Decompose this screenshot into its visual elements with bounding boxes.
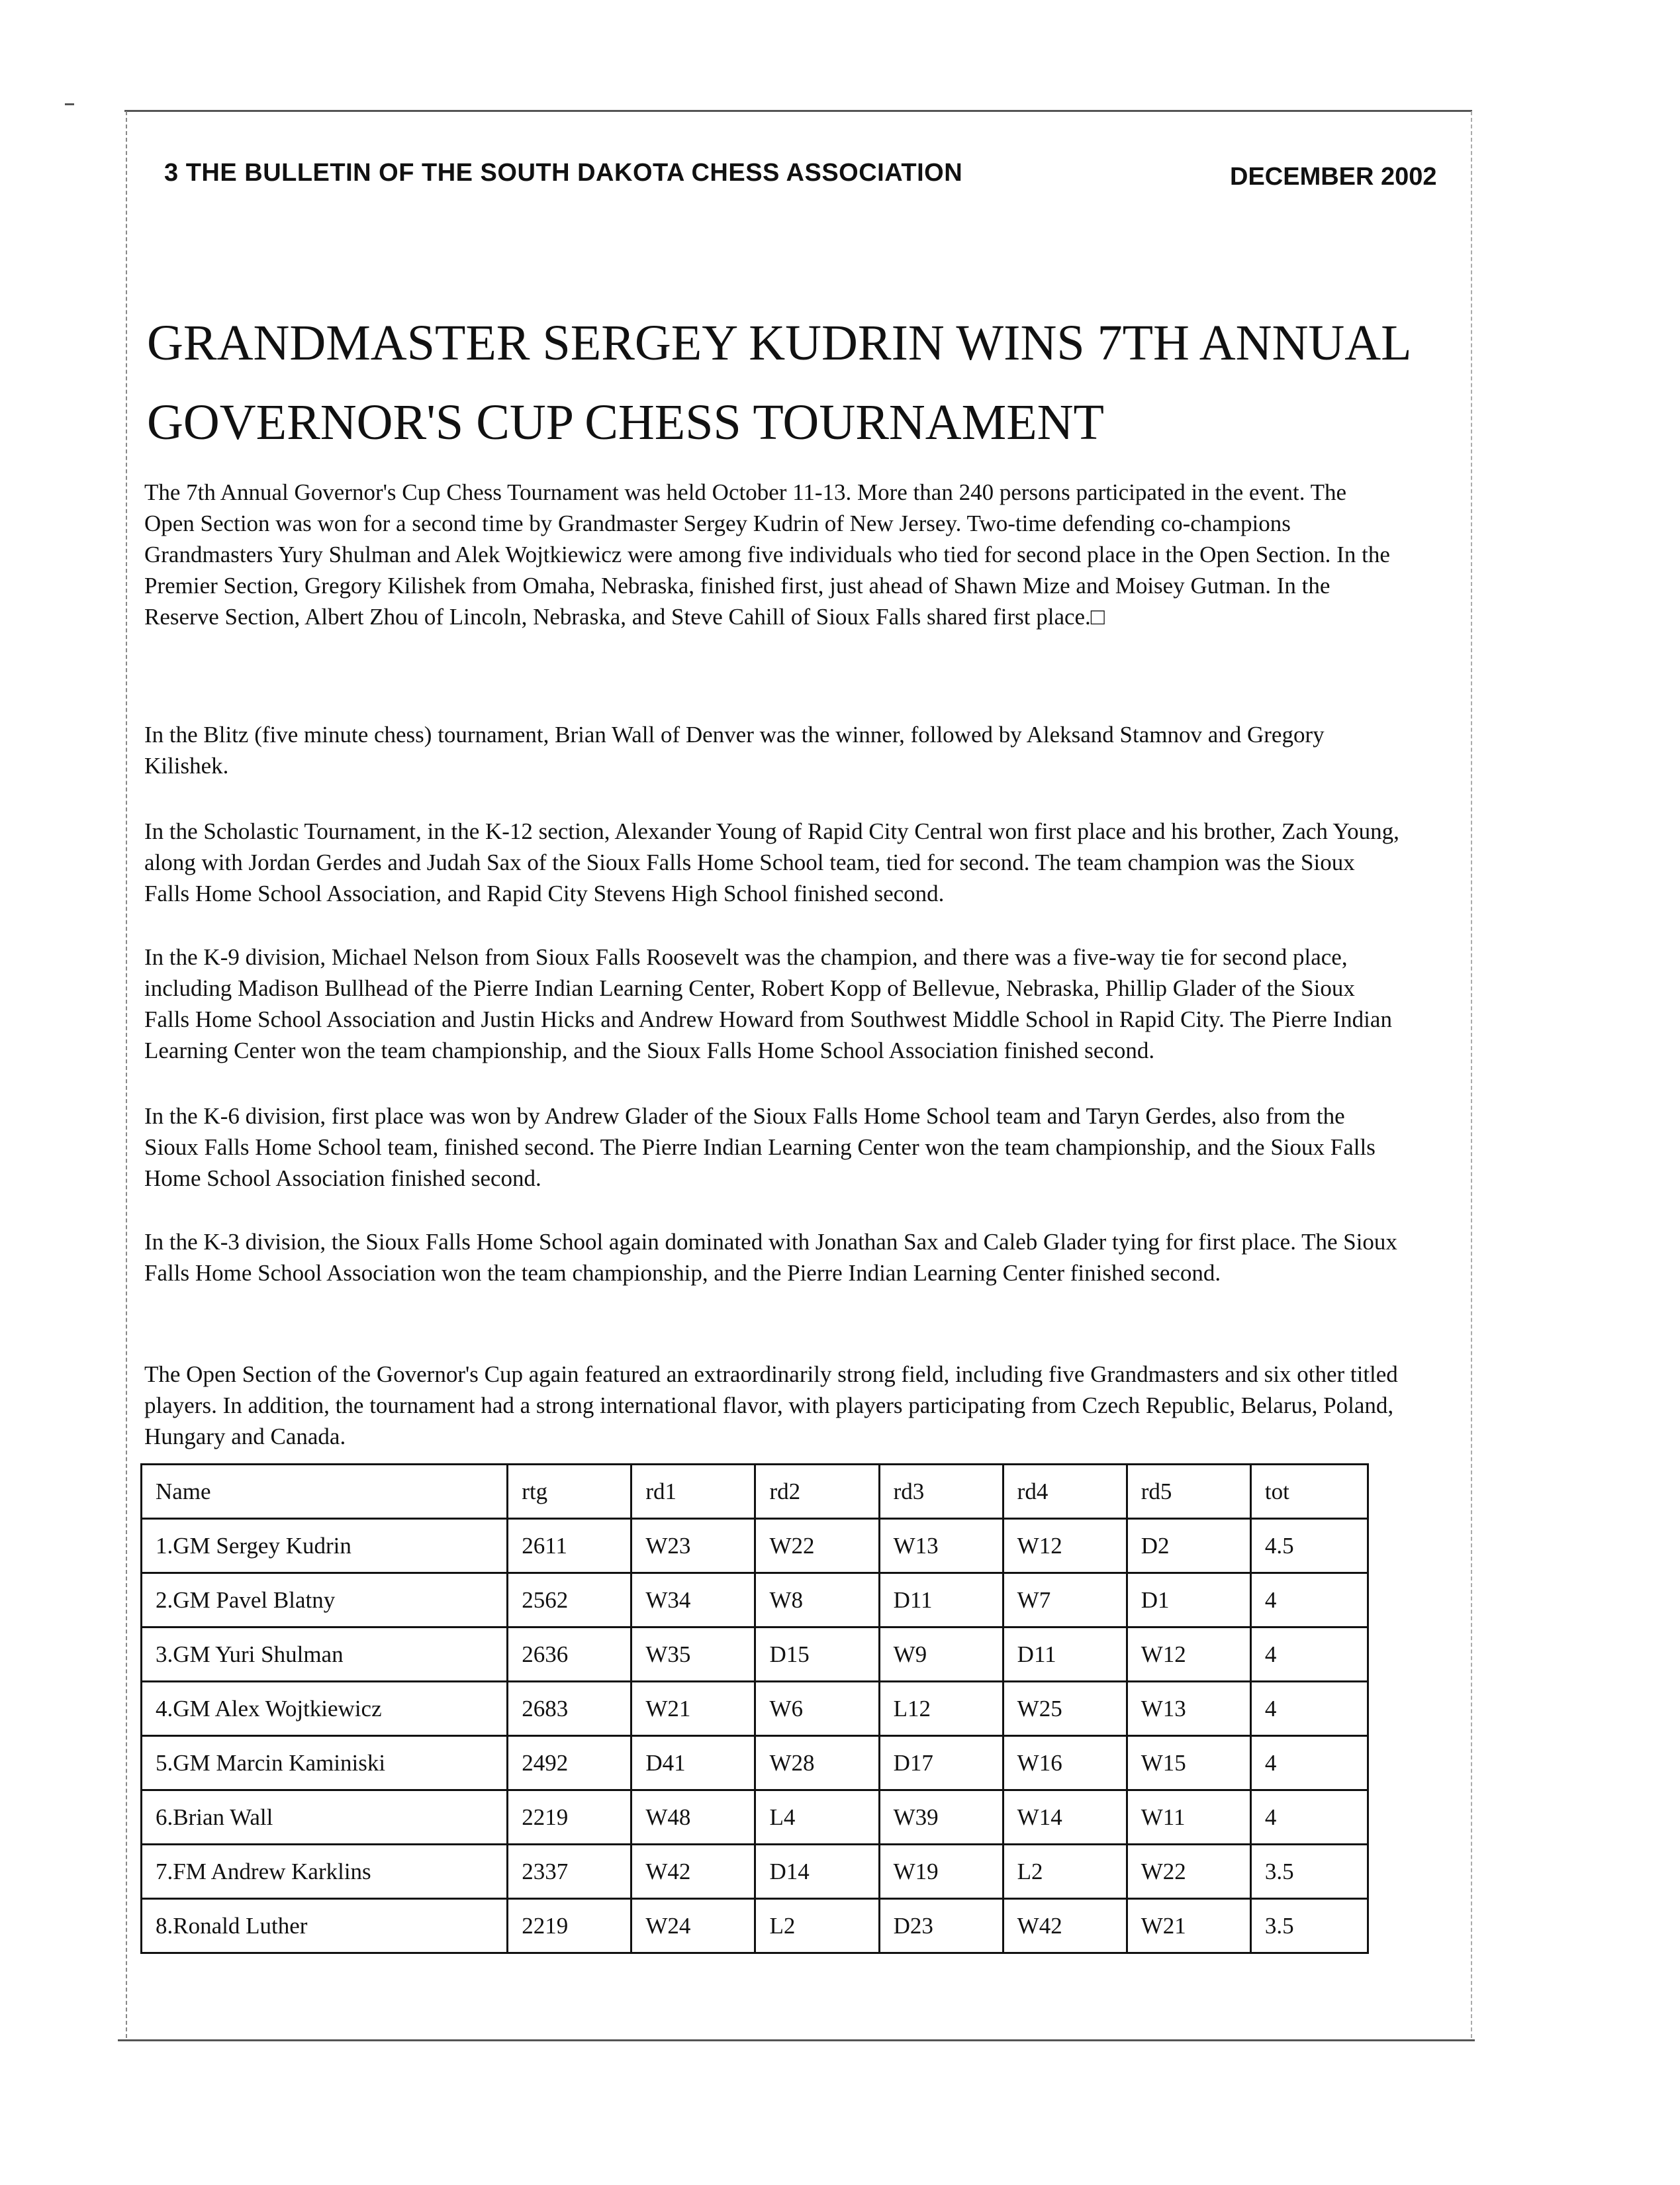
cell-rd2: W8 — [755, 1573, 879, 1627]
cell-rd2: W22 — [755, 1519, 879, 1573]
cell-tot: 4 — [1250, 1790, 1368, 1845]
cell-rd1: W48 — [631, 1790, 755, 1845]
cell-rd1: W23 — [631, 1519, 755, 1573]
cell-name: 7.FM Andrew Karklins — [142, 1845, 508, 1899]
table-row — [142, 1845, 1368, 1899]
header-name: Name — [142, 1465, 508, 1519]
cell-rd3: W39 — [879, 1790, 1003, 1845]
cell-rtg: 2683 — [508, 1682, 631, 1736]
cell-tot: 3.5 — [1250, 1899, 1368, 1953]
cell-tot: 4.5 — [1250, 1519, 1368, 1573]
cell-rd5: W22 — [1127, 1845, 1250, 1899]
cell-rtg: 2337 — [508, 1845, 631, 1899]
cell-rd2: L4 — [755, 1790, 879, 1845]
table-row — [142, 1790, 1368, 1845]
paragraph-intro: The 7th Annual Governor's Cup Chess Tournament was held October 11-13. More than 240 persons participated in the event. The Open Section was won for a second time by Grandmaster Sergey Kudrin of New Jersey. Two-time defending co-champions Grandmasters Yury Shulman and Alek Wojtkiewicz were among five individuals who tied for second place in the Open Section. In the Premier Section, Gregory Kilishek from Omaha, Nebraska, finished first, just ahead of Shawn Mize and Moisey Gutman. In the Reserve Section, Albert Zhou of Lincoln, Nebraska, and Steve Cahill of Sioux Falls shared first place.□ — [144, 479, 1390, 630]
cell-rd4: D11 — [1003, 1627, 1127, 1682]
cell-tot: 4 — [1250, 1682, 1368, 1736]
cell-rd1: D41 — [631, 1736, 755, 1790]
cell-rd4: W14 — [1003, 1790, 1127, 1845]
cell-rd5: W21 — [1127, 1899, 1250, 1953]
cell-rd3: L12 — [879, 1682, 1003, 1736]
cell-rd1: W24 — [631, 1899, 755, 1953]
cell-tot: 4 — [1250, 1573, 1368, 1627]
header-rd3: rd3 — [879, 1465, 1003, 1519]
page-frame-right — [1471, 111, 1472, 2038]
cell-name: 8.Ronald Luther — [142, 1899, 508, 1953]
cell-rd3: W19 — [879, 1845, 1003, 1899]
header-rd4: rd4 — [1003, 1465, 1127, 1519]
cell-rd2: W28 — [755, 1736, 879, 1790]
cell-rd2: L2 — [755, 1899, 879, 1953]
cell-name: 3.GM Yuri Shulman — [142, 1627, 508, 1682]
cell-rd3: D11 — [879, 1573, 1003, 1627]
cell-name: 6.Brian Wall — [142, 1790, 508, 1845]
paragraph-k3: In the K-3 division, the Sioux Falls Home School again dominated with Jonathan Sax and Caleb Glader tying for first place. The Sioux Falls Home School Association won the team championship, and the Pierre Indian Learning Center finished second. — [144, 1229, 1397, 1286]
paragraph-blitz: In the Blitz (five minute chess) tournament, Brian Wall of Denver was the winner, followed by Aleksand Stamnov and Gregory Kilishek. — [144, 722, 1325, 779]
paragraph-k6: In the K-6 division, first place was won by Andrew Glader of the Sioux Falls Home School team and Taryn Gerdes, also from the Sioux Falls Home School team, finished second. The Pierre Indian Learning Center won the team championship, and the Sioux Falls Home School Association finished second. — [144, 1103, 1376, 1191]
cell-rd3: D23 — [879, 1899, 1003, 1953]
table-row — [142, 1736, 1368, 1790]
cell-rd5: W13 — [1127, 1682, 1250, 1736]
cell-rd1: W42 — [631, 1845, 755, 1899]
cell-rd1: W34 — [631, 1573, 755, 1627]
cell-rd3: W9 — [879, 1627, 1003, 1682]
cell-rtg: 2562 — [508, 1573, 631, 1627]
headline-line-2: GOVERNOR'S CUP CHESS TOURNAMENT — [147, 395, 1104, 450]
headline — [147, 303, 1444, 462]
cell-tot: 3.5 — [1250, 1845, 1368, 1899]
cell-rd2: D15 — [755, 1627, 879, 1682]
stray-scan-mark — [65, 103, 74, 105]
table-row — [142, 1573, 1368, 1627]
cell-rd1: W35 — [631, 1627, 755, 1682]
table-row — [142, 1682, 1368, 1736]
cell-rd5: D1 — [1127, 1573, 1250, 1627]
results-table — [140, 1463, 1369, 1954]
cell-rd4: L2 — [1003, 1845, 1127, 1899]
header-rtg: rtg — [508, 1465, 631, 1519]
header-tot: tot — [1250, 1465, 1368, 1519]
cell-rd4: W42 — [1003, 1899, 1127, 1953]
page-frame-left — [126, 111, 127, 2038]
cell-tot: 4 — [1250, 1736, 1368, 1790]
cell-rtg: 2636 — [508, 1627, 631, 1682]
cell-rd3: W13 — [879, 1519, 1003, 1573]
headline-line-1: GRANDMASTER SERGEY KUDRIN WINS 7TH ANNUAL — [147, 315, 1412, 371]
cell-rd2: W6 — [755, 1682, 879, 1736]
cell-rd4: W25 — [1003, 1682, 1127, 1736]
issue-date: DECEMBER 2002 — [1230, 163, 1437, 191]
header-rd2: rd2 — [755, 1465, 879, 1519]
cell-name: 5.GM Marcin Kaminiski — [142, 1736, 508, 1790]
cell-rtg: 2492 — [508, 1736, 631, 1790]
cell-rd5: W11 — [1127, 1790, 1250, 1845]
cell-rd3: D17 — [879, 1736, 1003, 1790]
cell-rd4: W16 — [1003, 1736, 1127, 1790]
cell-rtg: 2219 — [508, 1899, 631, 1953]
cell-rd4: W7 — [1003, 1573, 1127, 1627]
bulletin-title: 3 THE BULLETIN OF THE SOUTH DAKOTA CHESS ASSOCIATION — [164, 159, 963, 187]
cell-rtg: 2219 — [508, 1790, 631, 1845]
page-frame-top — [124, 110, 1472, 112]
cell-rtg: 2611 — [508, 1519, 631, 1573]
table-header-row — [142, 1465, 1368, 1519]
page-frame-bottom — [118, 2039, 1475, 2041]
cell-name: 4.GM Alex Wojtkiewicz — [142, 1682, 508, 1736]
cell-tot: 4 — [1250, 1627, 1368, 1682]
header-rd5: rd5 — [1127, 1465, 1250, 1519]
cell-rd5: W15 — [1127, 1736, 1250, 1790]
paragraph-open-section: The Open Section of the Governor's Cup again featured an extraordinarily strong field, including five Grandmasters and six other titled players. In addition, the tournament had a strong international flavor, with players participating from Czech Republic, Belarus, Poland, Hungary and Canada. — [144, 1361, 1398, 1449]
cell-name: 2.GM Pavel Blatny — [142, 1573, 508, 1627]
cell-rd5: W12 — [1127, 1627, 1250, 1682]
cell-rd4: W12 — [1003, 1519, 1127, 1573]
cell-rd5: D2 — [1127, 1519, 1250, 1573]
cell-rd1: W21 — [631, 1682, 755, 1736]
paragraph-k9: In the K-9 division, Michael Nelson from Sioux Falls Roosevelt was the champion, and there was a five-way tie for second place, including Madison Bullhead of the Pierre Indian Learning Center, Robert Kopp of Bellevue, Nebraska, Phillip Glader of the Sioux Falls Home School Association and Justin Hicks and Andrew Howard from Southwest Middle School in Rapid City. The Pierre Indian Learning Center won the team championship, and the Sioux Falls Home School Association finished second. — [144, 944, 1392, 1063]
table-row — [142, 1519, 1368, 1573]
table-row — [142, 1899, 1368, 1953]
cell-name: 1.GM Sergey Kudrin — [142, 1519, 508, 1573]
paragraph-k12: In the Scholastic Tournament, in the K-12 section, Alexander Young of Rapid City Central won first place and his brother, Zach Young, along with Jordan Gerdes and Judah Sax of the Sioux Falls Home School team, tied for second. The team champion was the Sioux Falls Home School Association, and Rapid City Stevens High School finished second. — [144, 818, 1399, 906]
table-row — [142, 1627, 1368, 1682]
cell-rd2: D14 — [755, 1845, 879, 1899]
header-rd1: rd1 — [631, 1465, 755, 1519]
